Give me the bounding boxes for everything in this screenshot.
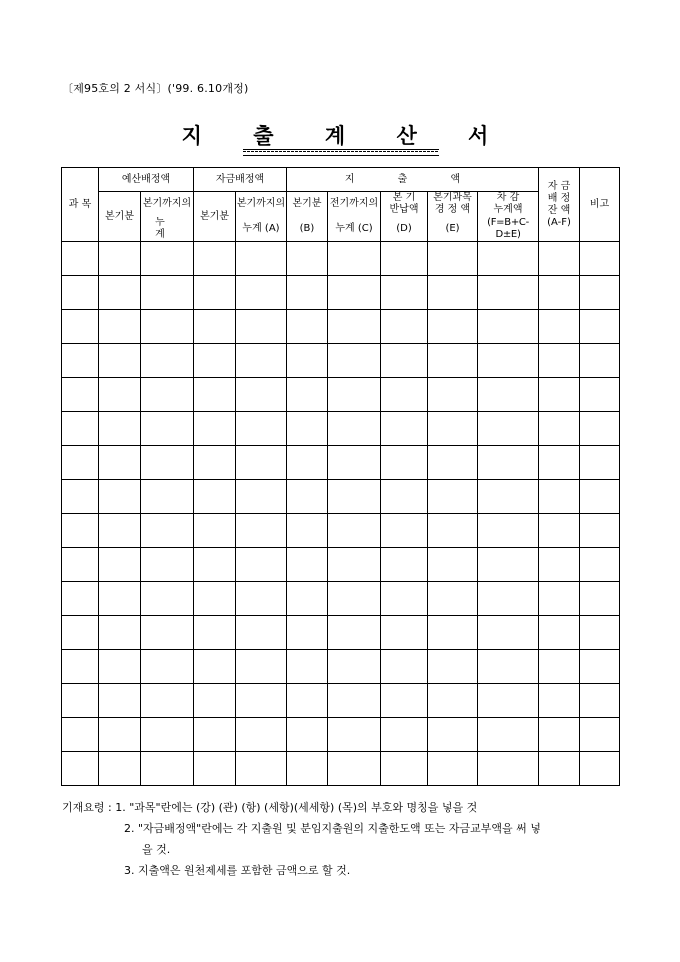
table-cell[interactable]: [287, 242, 328, 276]
table-cell[interactable]: [194, 718, 236, 752]
table-cell[interactable]: [141, 378, 194, 412]
table-cell[interactable]: [62, 446, 99, 480]
table-cell[interactable]: [141, 344, 194, 378]
table-cell[interactable]: [478, 684, 539, 718]
header-exp-return-1: 본 기 반납액: [381, 192, 428, 217]
document-title: 지 출 계 산 서: [181, 124, 511, 148]
header-fund-cum-1: 본기까지의: [236, 192, 287, 217]
table-cell[interactable]: [287, 650, 328, 684]
table-row: [62, 582, 620, 616]
table-cell[interactable]: [539, 480, 580, 514]
table-row: [62, 752, 620, 786]
table-cell[interactable]: [539, 242, 580, 276]
table-cell[interactable]: [580, 616, 620, 650]
table-cell[interactable]: [381, 242, 428, 276]
table-cell[interactable]: [194, 242, 236, 276]
table-cell[interactable]: [194, 616, 236, 650]
table-cell[interactable]: [62, 650, 99, 684]
table-cell[interactable]: [99, 684, 141, 718]
table-cell[interactable]: [428, 650, 478, 684]
table-cell[interactable]: [539, 616, 580, 650]
table-cell[interactable]: [236, 412, 287, 446]
table-cell[interactable]: [381, 650, 428, 684]
table-row: [62, 242, 620, 276]
table-cell[interactable]: [287, 616, 328, 650]
table-cell[interactable]: [539, 718, 580, 752]
table-cell[interactable]: [62, 718, 99, 752]
table-cell[interactable]: [194, 480, 236, 514]
table-cell[interactable]: [539, 548, 580, 582]
header-exp-net-2: (F=B+C-D±E): [478, 217, 539, 242]
table-cell[interactable]: [236, 242, 287, 276]
table-cell[interactable]: [236, 752, 287, 786]
table-cell[interactable]: [99, 412, 141, 446]
table-cell[interactable]: [287, 548, 328, 582]
table-cell[interactable]: [328, 684, 381, 718]
table-cell[interactable]: [141, 480, 194, 514]
table-cell[interactable]: [328, 718, 381, 752]
instructions: [62, 797, 622, 881]
table-cell[interactable]: [328, 480, 381, 514]
table-cell[interactable]: [62, 514, 99, 548]
table-cell[interactable]: [62, 616, 99, 650]
table-cell[interactable]: [428, 378, 478, 412]
table-cell[interactable]: [141, 718, 194, 752]
table-cell[interactable]: [287, 310, 328, 344]
table-cell[interactable]: [99, 582, 141, 616]
table-cell[interactable]: [478, 412, 539, 446]
table-cell[interactable]: [236, 276, 287, 310]
table-cell[interactable]: [287, 344, 328, 378]
table-cell[interactable]: [580, 480, 620, 514]
table-row: [62, 650, 620, 684]
header-exp-prev-1: 전기까지의: [328, 192, 381, 217]
table-cell[interactable]: [194, 310, 236, 344]
table-cell[interactable]: [141, 412, 194, 446]
table-cell[interactable]: [236, 616, 287, 650]
table-row: [62, 480, 620, 514]
table-cell[interactable]: [62, 378, 99, 412]
table-cell[interactable]: [580, 242, 620, 276]
table-row: [62, 514, 620, 548]
table-cell[interactable]: [381, 752, 428, 786]
table-cell[interactable]: [428, 412, 478, 446]
table-cell[interactable]: [287, 480, 328, 514]
table-cell[interactable]: [194, 412, 236, 446]
title-underline: [243, 149, 439, 156]
table-cell[interactable]: [539, 344, 580, 378]
table-cell[interactable]: [539, 446, 580, 480]
header-fund-current: 본기분: [194, 192, 236, 242]
form-reference: 〔제95호의 2 서식〕('99. 6.10개정): [62, 82, 249, 95]
table-cell[interactable]: [580, 412, 620, 446]
table-cell[interactable]: [328, 650, 381, 684]
table-cell[interactable]: [328, 344, 381, 378]
table-cell[interactable]: [194, 752, 236, 786]
table-cell[interactable]: [236, 548, 287, 582]
table-cell[interactable]: [328, 310, 381, 344]
table-cell[interactable]: [62, 480, 99, 514]
table-cell[interactable]: [141, 684, 194, 718]
table-cell[interactable]: [141, 446, 194, 480]
table-cell[interactable]: [539, 378, 580, 412]
table-cell[interactable]: [381, 412, 428, 446]
table-cell[interactable]: [428, 242, 478, 276]
table-cell[interactable]: [194, 446, 236, 480]
table-cell[interactable]: [478, 582, 539, 616]
table-cell[interactable]: [428, 344, 478, 378]
table-row: [62, 344, 620, 378]
table-cell[interactable]: [99, 752, 141, 786]
header-exp-prev-2: 누계 (C): [328, 217, 381, 242]
table-cell[interactable]: [381, 446, 428, 480]
table-cell[interactable]: [539, 310, 580, 344]
table-cell[interactable]: [478, 616, 539, 650]
table-cell[interactable]: [580, 718, 620, 752]
table-cell[interactable]: [381, 378, 428, 412]
table-cell[interactable]: [381, 310, 428, 344]
table-cell[interactable]: [287, 276, 328, 310]
table-cell[interactable]: [539, 582, 580, 616]
table-cell[interactable]: [99, 310, 141, 344]
table-cell[interactable]: [580, 378, 620, 412]
table-cell[interactable]: [580, 344, 620, 378]
table-cell[interactable]: [539, 514, 580, 548]
table-cell[interactable]: [428, 276, 478, 310]
header-fund-alloc: 자금배정액: [194, 168, 287, 192]
table-cell[interactable]: [62, 344, 99, 378]
table-cell[interactable]: [99, 276, 141, 310]
table-cell[interactable]: [99, 514, 141, 548]
table-cell[interactable]: [478, 378, 539, 412]
table-cell[interactable]: [99, 378, 141, 412]
table-cell[interactable]: [478, 718, 539, 752]
table-cell[interactable]: [381, 344, 428, 378]
table-cell[interactable]: [381, 616, 428, 650]
table-cell[interactable]: [287, 446, 328, 480]
table-row: [62, 276, 620, 310]
table-cell[interactable]: [287, 752, 328, 786]
table-cell[interactable]: [478, 344, 539, 378]
table-cell[interactable]: [428, 480, 478, 514]
table-cell[interactable]: [236, 378, 287, 412]
table-cell[interactable]: [580, 548, 620, 582]
table-cell[interactable]: [381, 684, 428, 718]
table-cell[interactable]: [328, 616, 381, 650]
header-exp-current-2: (B): [287, 217, 328, 242]
table-cell[interactable]: [62, 684, 99, 718]
table-cell[interactable]: [287, 514, 328, 548]
header-remarks: 비고: [580, 168, 620, 242]
table-cell[interactable]: [141, 582, 194, 616]
table-cell[interactable]: [62, 276, 99, 310]
table-cell[interactable]: [194, 276, 236, 310]
table-cell[interactable]: [328, 548, 381, 582]
table-cell[interactable]: [194, 514, 236, 548]
table-cell[interactable]: [236, 514, 287, 548]
table-cell[interactable]: [99, 446, 141, 480]
table-row: [62, 378, 620, 412]
table-cell[interactable]: [236, 446, 287, 480]
table-cell[interactable]: [381, 548, 428, 582]
table-cell[interactable]: [236, 344, 287, 378]
table-row: [62, 684, 620, 718]
table-cell[interactable]: [99, 718, 141, 752]
table-cell[interactable]: [141, 752, 194, 786]
table-cell[interactable]: [141, 650, 194, 684]
table-cell[interactable]: [236, 650, 287, 684]
header-budget-cum-1: 본기까지의: [141, 192, 194, 217]
table-cell[interactable]: [328, 514, 381, 548]
table-cell[interactable]: [141, 276, 194, 310]
table-cell[interactable]: [580, 650, 620, 684]
table-cell[interactable]: [194, 684, 236, 718]
header-exp-correction-2: (E): [428, 217, 478, 242]
table-cell[interactable]: [141, 548, 194, 582]
table-cell[interactable]: [428, 752, 478, 786]
table-row: [62, 616, 620, 650]
header-budget-current: 본기분: [99, 192, 141, 242]
table-cell[interactable]: [428, 684, 478, 718]
header-fund-balance: 자 금 배 정 잔 액 (A-F): [539, 168, 580, 242]
table-cell[interactable]: [580, 514, 620, 548]
table-cell[interactable]: [287, 684, 328, 718]
table-cell[interactable]: [194, 378, 236, 412]
table-cell[interactable]: [99, 548, 141, 582]
table-cell[interactable]: [539, 650, 580, 684]
table-cell[interactable]: [62, 548, 99, 582]
table-cell[interactable]: [194, 548, 236, 582]
note-3: 3. 지출액은 원천제세를 포함한 금액으로 할 것.: [124, 864, 351, 877]
table-row: [62, 718, 620, 752]
table-cell[interactable]: [236, 718, 287, 752]
table-cell[interactable]: [62, 752, 99, 786]
table-cell[interactable]: [328, 752, 381, 786]
table-cell[interactable]: [328, 412, 381, 446]
table-cell[interactable]: [539, 276, 580, 310]
table-cell[interactable]: [99, 344, 141, 378]
table-cell[interactable]: [99, 616, 141, 650]
table-cell[interactable]: [478, 650, 539, 684]
table-cell[interactable]: [62, 242, 99, 276]
table-cell[interactable]: [428, 718, 478, 752]
table-cell[interactable]: [478, 480, 539, 514]
table-cell[interactable]: [141, 616, 194, 650]
table-cell[interactable]: [236, 684, 287, 718]
header-budget-alloc: 예산배정액: [99, 168, 194, 192]
table-cell[interactable]: [428, 446, 478, 480]
table-cell[interactable]: [287, 412, 328, 446]
table-cell[interactable]: [478, 310, 539, 344]
table-row: [62, 310, 620, 344]
table-cell[interactable]: [381, 718, 428, 752]
table-cell[interactable]: [236, 582, 287, 616]
table-cell[interactable]: [428, 548, 478, 582]
table-row: [62, 446, 620, 480]
table-cell[interactable]: [381, 582, 428, 616]
table-cell[interactable]: [99, 480, 141, 514]
table-cell[interactable]: [580, 684, 620, 718]
table-cell[interactable]: [328, 582, 381, 616]
table-cell[interactable]: [478, 276, 539, 310]
table-cell[interactable]: [580, 276, 620, 310]
table-cell[interactable]: [539, 412, 580, 446]
table-cell[interactable]: [328, 446, 381, 480]
table-row: [62, 412, 620, 446]
table-cell[interactable]: [62, 310, 99, 344]
table-cell[interactable]: [328, 378, 381, 412]
table-cell[interactable]: [236, 310, 287, 344]
table-cell[interactable]: [99, 242, 141, 276]
table-cell[interactable]: [62, 412, 99, 446]
header-exp-net-1: 차 감 누계액: [478, 192, 539, 217]
table-cell[interactable]: [580, 310, 620, 344]
table-cell[interactable]: [381, 276, 428, 310]
table-cell[interactable]: [141, 310, 194, 344]
header-exp-return-2: (D): [381, 217, 428, 242]
table-cell[interactable]: [580, 752, 620, 786]
table-cell[interactable]: [478, 446, 539, 480]
table-cell[interactable]: [381, 480, 428, 514]
table-cell[interactable]: [539, 752, 580, 786]
header-budget-cum-2: 누 계: [141, 217, 194, 242]
header-expenditure: 지 출 액: [287, 168, 539, 192]
header-exp-current-1: 본기분: [287, 192, 328, 217]
table-cell[interactable]: [478, 514, 539, 548]
table-cell[interactable]: [141, 242, 194, 276]
table-cell[interactable]: [428, 616, 478, 650]
table-cell[interactable]: [539, 684, 580, 718]
table-cell[interactable]: [236, 480, 287, 514]
table-cell[interactable]: [287, 378, 328, 412]
table-cell[interactable]: [478, 548, 539, 582]
table-cell[interactable]: [580, 582, 620, 616]
table-cell[interactable]: [62, 582, 99, 616]
table-cell[interactable]: [194, 650, 236, 684]
note-1: 기재요령 : 1. "과목"란에는 (강) (관) (항) (세항)(세세항) (목)의 부호와 명칭을 넣을 것: [62, 801, 478, 814]
header-exp-correction-1: 본기과목 경 정 액: [428, 192, 478, 217]
table-cell[interactable]: [328, 276, 381, 310]
table-cell[interactable]: [287, 582, 328, 616]
header-subject: 과 목: [62, 168, 99, 242]
expenditure-table: [61, 167, 620, 786]
table-cell[interactable]: [428, 582, 478, 616]
table-cell[interactable]: [428, 310, 478, 344]
header-fund-cum-2: 누계 (A): [236, 217, 287, 242]
table-cell[interactable]: [194, 582, 236, 616]
note-2: 2. "자금배정액"란에는 각 지출원 및 분임지출원의 지출한도액 또는 자금교부액을 써 넣: [124, 822, 541, 835]
table-cell[interactable]: [381, 514, 428, 548]
table-cell[interactable]: [580, 446, 620, 480]
table-row: [62, 548, 620, 582]
table-cell[interactable]: [99, 650, 141, 684]
table-cell[interactable]: [328, 242, 381, 276]
table-cell[interactable]: [478, 242, 539, 276]
table-cell[interactable]: [194, 344, 236, 378]
table-cell[interactable]: [141, 514, 194, 548]
table-cell[interactable]: [287, 718, 328, 752]
table-cell[interactable]: [478, 752, 539, 786]
note-2-cont: 을 것.: [142, 843, 171, 856]
table-cell[interactable]: [428, 514, 478, 548]
